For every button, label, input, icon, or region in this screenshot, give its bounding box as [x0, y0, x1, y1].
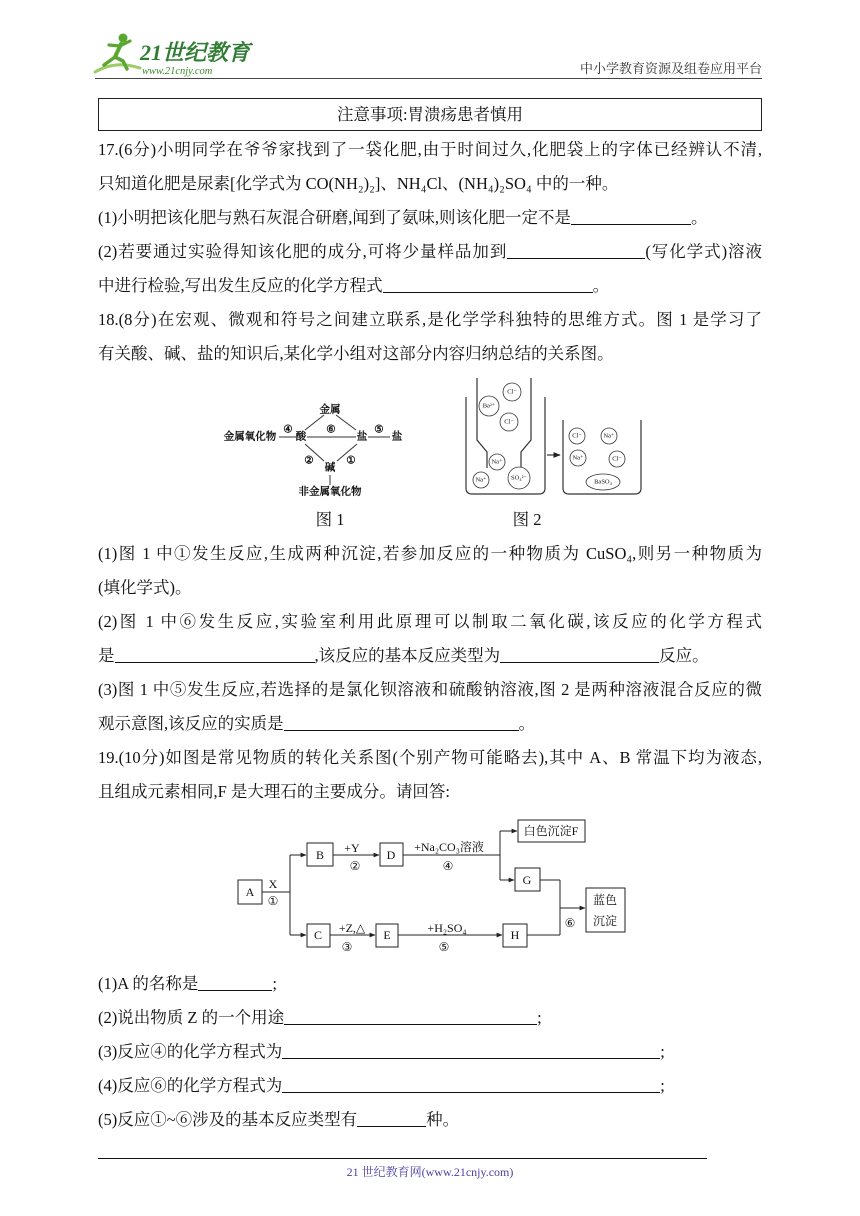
- label-blue-line-2: 沉淀: [592, 914, 618, 928]
- logo-url: www.21cnjy.com: [142, 66, 213, 77]
- ion-label: SO₄²⁻: [511, 474, 527, 482]
- fig1-reaction-2: ②: [304, 455, 314, 467]
- reaction-4: ④: [442, 859, 454, 873]
- answer-blank: [282, 1041, 660, 1059]
- q17-stem-line-2: 只知道化肥是尿素[化学式为 CO(NH₂)₂]、NH₄Cl、(NH₄)₂SO₄ 中的一种。: [98, 174, 619, 193]
- q19-sub4: [98, 1074, 762, 1098]
- fig1-reaction-6: ⑥: [326, 424, 336, 436]
- q19-sub3: [98, 1040, 762, 1064]
- answer-blank: [500, 645, 659, 663]
- q18-sub3-text: 观示意图,该反应的实质是: [98, 714, 284, 733]
- label-A: A: [245, 885, 255, 899]
- q19-sub3-end: ;: [660, 1042, 665, 1061]
- q18-sub2-text-c: 反应。: [659, 646, 709, 665]
- label-C: C: [313, 928, 323, 942]
- q18-sub2-line-2: [98, 644, 762, 668]
- reaction-3: ③: [341, 940, 353, 954]
- q19-sub1-end: ;: [272, 974, 277, 993]
- reaction-5: ⑤: [438, 940, 450, 954]
- q18-sub2-line-1: (2)图 1 中⑥发生反应,实验室利用此原理可以制取二氧化碳,该反应的化学方程式: [98, 612, 762, 631]
- answer-blank: [284, 1007, 537, 1025]
- q18-sub1-line-1: (1)图 1 中①发生反应,生成两种沉淀,若参加反应的一种物质为 CuSO₄,则另一种物质为: [98, 544, 762, 563]
- q18-sub3-line-2: [98, 712, 762, 736]
- answer-blank: [357, 1109, 426, 1127]
- q18-sub1-line-2: (填化学式)。: [98, 578, 192, 597]
- ion-label: Na⁺: [491, 458, 503, 466]
- figure-2-caption: 图 2: [512, 510, 542, 529]
- q19-sub2-end: ;: [537, 1008, 542, 1027]
- ion-label: Cl⁻: [612, 455, 622, 463]
- answer-blank: [284, 713, 519, 731]
- link-metal-acid: [305, 415, 324, 430]
- fig1-reaction-4: ④: [283, 424, 293, 436]
- figure-1-relation-diagram: [215, 398, 410, 500]
- platform-tagline: 中小学教育资源及组卷应用平台: [579, 61, 762, 76]
- ion-label: Cl⁻: [504, 418, 514, 426]
- ion-label: Cl⁻: [507, 388, 517, 396]
- ion-label: Ba²⁺: [482, 402, 496, 410]
- fig1-metal-oxide: 金属氧化物: [223, 431, 277, 443]
- notice-box: 注意事项:胃溃疡患者慎用: [98, 98, 762, 131]
- q17-sub2-text-after: (写化学式)溶液: [645, 242, 762, 261]
- link-metal-salt: [336, 415, 356, 430]
- q18-sub2-text-b: ,该反应的基本反应类型为: [314, 646, 501, 665]
- footer-text: 21 世纪教育网(www.21cnjy.com): [346, 1165, 514, 1179]
- q19-sub5-text: (5)反应①~⑥涉及的基本反应类型有: [98, 1110, 358, 1129]
- label-G: G: [522, 873, 532, 887]
- q18-sub3-end: 。: [518, 714, 536, 733]
- q17-sub2-text: (2)若要通过实验得知该化肥的成分,可将少量样品加到: [98, 242, 508, 261]
- ion-label: Na⁺: [572, 454, 584, 462]
- figure-1-caption: 图 1: [315, 510, 345, 529]
- label-B: B: [315, 848, 325, 862]
- footer-divider: [98, 1158, 707, 1159]
- q17-sub1-text: (1)小明把该化肥与熟石灰混合研磨,闻到了氨味,则该化肥一定不是: [98, 208, 571, 227]
- reagent-Y: +Y: [344, 841, 360, 855]
- reagent-Na2CO3: +Na₂CO₃溶液: [414, 840, 484, 854]
- q19-stem-line-2: 且组成元素相同,F 是大理石的主要成分。请回答:: [98, 782, 451, 801]
- q18-sub2-text-a: 是: [98, 646, 115, 665]
- ion-label: Na⁺: [475, 476, 487, 484]
- fig1-reaction-5: ⑤: [374, 424, 384, 436]
- logo-title: 21世纪教育: [140, 40, 251, 65]
- q18-sub3-line-1: (3)图 1 中⑤发生反应,若选择的是氯化钡溶液和硫酸钠溶液,图 2 是两种溶液混合反应的微: [98, 680, 762, 699]
- label-H: H: [510, 928, 520, 942]
- reaction-2: ②: [349, 859, 361, 873]
- reaction-1: ①: [267, 894, 279, 908]
- reaction-6: ⑥: [564, 916, 576, 930]
- q18-stem-line-1: 18.(8分)在宏观、微观和符号之间建立联系,是化学学科独特的思维方式。图 1 是学习了: [98, 310, 762, 329]
- q19-sub2: [98, 1006, 762, 1030]
- answer-blank: [383, 275, 593, 293]
- label-F: 白色沉淀F: [523, 824, 579, 838]
- fig1-base: 碱: [324, 462, 336, 474]
- dropper-right-wall: [521, 378, 531, 468]
- q19-sub3-text: (3)反应④的化学方程式为: [98, 1042, 283, 1061]
- reagent-Z: +Z,△: [338, 921, 366, 935]
- header-divider: [95, 78, 762, 79]
- q18-stem-line-2: 有关酸、碱、盐的知识后,某化学小组对这部分内容归纳总结的关系图。: [98, 344, 614, 363]
- q17-sub1-end: 。: [691, 208, 708, 227]
- fig1-reaction-1: ①: [346, 455, 356, 467]
- figure-2-micro-diagram: [460, 374, 645, 498]
- q19-stem-line-1: 19.(10分)如图是常见物质的转化关系图(个别产物可能略去),其中 A、B 常温下均为液态,: [98, 748, 762, 767]
- answer-blank: [282, 1075, 660, 1093]
- ion-label: Na⁺: [603, 432, 615, 440]
- q19-sub5-end: 种。: [426, 1110, 460, 1129]
- q19-sub1-text: (1)A 的名称是: [98, 974, 199, 993]
- ion-label: Cl⁻: [572, 432, 582, 440]
- answer-blank: [571, 207, 691, 225]
- q17-sub2-line-1: [98, 240, 762, 264]
- q19-sub4-text: (4)反应⑥的化学方程式为: [98, 1076, 283, 1095]
- answer-blank: [507, 241, 645, 259]
- figure-3-conversion-diagram: [230, 814, 630, 954]
- site-logo: [92, 30, 262, 80]
- precipitate-label: BaSO₄: [594, 478, 612, 486]
- label-blue-line-1: 蓝色: [592, 893, 618, 907]
- answer-blank: [198, 973, 272, 991]
- label-D: D: [386, 848, 396, 862]
- label-E: E: [383, 928, 391, 942]
- q17-sub1: [98, 206, 762, 230]
- fig1-salt-2: 盐: [391, 431, 403, 443]
- fig1-acid: 酸: [295, 431, 307, 443]
- fig1-metal: 金属: [319, 404, 341, 416]
- q19-sub1: [98, 972, 762, 996]
- reagent-H2SO4: +H₂SO₄: [427, 921, 467, 935]
- answer-blank: [115, 645, 315, 663]
- q17-sub2-line2-text: 中进行检验,写出发生反应的化学方程式: [98, 276, 383, 295]
- fig1-nonmetal-oxide: 非金属氧化物: [298, 486, 362, 498]
- dropper-left-wall: [477, 378, 487, 468]
- q17-stem-line-1: 17.(6分)小明同学在爷爷家找到了一袋化肥,由于时间过久,化肥袋上的字体已经辨认不清,: [98, 140, 762, 159]
- reagent-X: X: [268, 877, 278, 891]
- q19-sub4-end: ;: [660, 1076, 665, 1095]
- q19-sub2-text: (2)说出物质 Z 的一个用途: [98, 1008, 285, 1027]
- runner-icon: [95, 34, 140, 73]
- q19-sub5: [98, 1108, 762, 1132]
- fig1-salt: 盐: [356, 431, 368, 443]
- q17-sub2-line-2: [98, 274, 762, 298]
- q17-sub2-line2-end: 。: [592, 276, 610, 295]
